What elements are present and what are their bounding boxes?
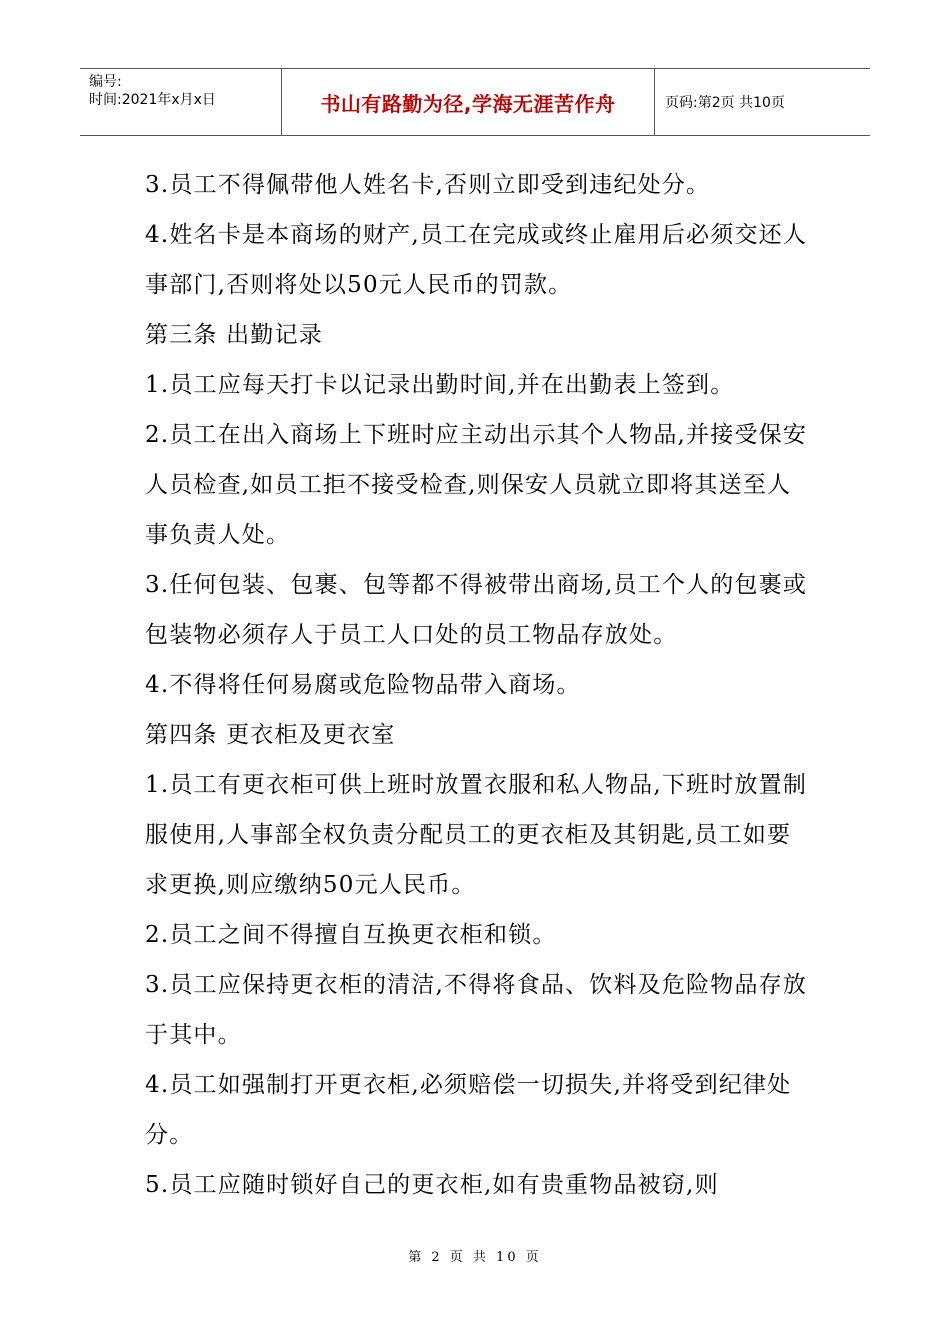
paragraph: 1.员工应每天打卡以记录出勤时间,并在出勤表上签到。 xyxy=(145,372,735,398)
page-header xyxy=(80,68,870,136)
document-time-label: 时间:2021年x月x日 xyxy=(89,92,216,108)
paragraph: 2.员工之间不得擅自互换更衣柜和锁。 xyxy=(145,922,557,948)
paragraph: 3.任何包装、包裹、包等都不得被带出商场,员工个人的包裹或包装物必须存人于员工人口处的员工物品存放处。 xyxy=(145,572,808,648)
paragraph: 3.员工不得佩带他人姓名卡,否则立即受到违纪处分。 xyxy=(145,172,711,198)
section-heading: 第四条 更衣柜及更衣室 xyxy=(145,722,396,748)
paragraph: 5.员工应随时锁好自己的更衣柜,如有贵重物品被窃,则 xyxy=(145,1172,719,1198)
header-motto: 书山有路勤为径,学海无涯苦作舟 xyxy=(282,69,655,135)
paragraph: 2.员工在出入商场上下班时应主动出示其个人物品,并接受保安人员检查,如员工拒不接受检查,则保安人员就立即将其送至人事负责人处。 xyxy=(145,422,808,548)
paragraph: 4.员工如强制打开更衣柜,必须赔偿一切损失,并将受到纪律处分。 xyxy=(145,1072,792,1148)
header-page-info: 页码:第2页 共10页 xyxy=(665,95,785,111)
document-number-label: 编号: xyxy=(89,74,122,90)
header-meta xyxy=(80,69,282,135)
document-body xyxy=(145,160,810,1210)
section-heading: 第三条 出勤记录 xyxy=(145,322,323,348)
paragraph: 4.不得将任何易腐或危险物品带入商场。 xyxy=(145,672,581,698)
paragraph: 3.员工应保持更衣柜的清洁,不得将食品、饮料及危险物品存放于其中。 xyxy=(145,972,808,1048)
paragraph: 1.员工有更衣柜可供上班时放置衣服和私人物品,下班时放置制服使用,人事部全权负责分配员工的更衣柜及其钥匙,员工如要求更换,则应缴纳50元人民币。 xyxy=(145,772,808,898)
page-footer: 第 2 页 共 10 页 xyxy=(408,1250,542,1265)
paragraph: 4.姓名卡是本商场的财产,员工在完成或终止雇用后必须交还人事部门,否则将处以50元人民币的罚款。 xyxy=(145,222,808,298)
